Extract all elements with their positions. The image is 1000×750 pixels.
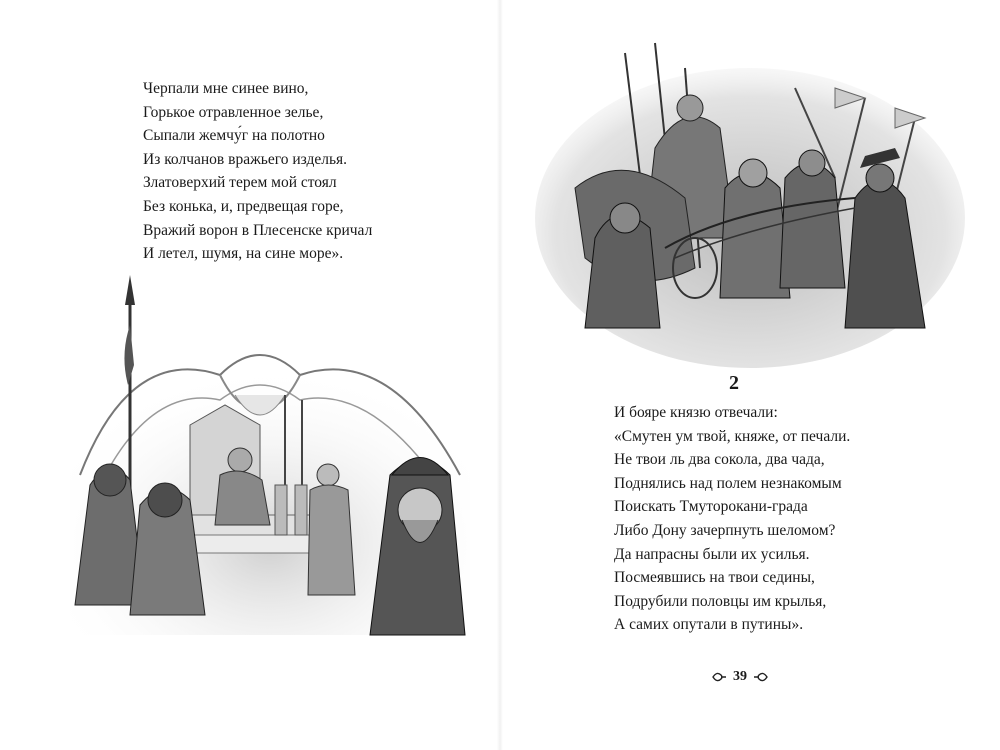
book-gutter [497,0,503,750]
poem-line: Не твои ль два сокола, два чада, [614,451,825,469]
poem-line: Без конька, и, предвещая горе, [143,197,344,215]
poem-line: И бояре князю отвечали: [614,404,778,421]
poem-line: Поискать Тмуторокани-града [614,498,808,516]
poem-line: И летел, шумя, на сине море». [143,245,344,263]
poem-line: Горькое отравленное зелье, [143,103,324,121]
illustration-battle [535,38,965,368]
poem-line: А самих опутали в путины». [614,616,804,634]
right-poem-stanza [614,401,850,637]
left-poem-stanza [143,77,372,266]
poem-line: Подрубили половцы им крылья, [614,592,827,610]
illustration-boyars-hall [70,275,470,640]
right-ornament-icon [753,670,769,684]
section-number: 2 [729,372,739,394]
page-number: 39 [733,669,747,684]
poem-line: Златоверхий терем мой стоял [143,174,337,192]
poem-line: Сыпали жемчу́г на полотно [143,127,325,145]
poem-line: «Смутен ум твой, княже, от печали. [614,427,851,445]
poem-line: Либо Дону зачерпнуть шеломом? [614,521,836,539]
page-folio [700,666,780,688]
poem-line: Вражий ворон в Плесенске кричал [143,221,373,239]
poem-line: Поднялись над полем незнакомым [614,474,842,492]
poem-line: Черпали мне синее вино, [143,80,309,97]
poem-line: Из колчанов вражьего изделья. [143,150,348,168]
left-ornament-icon [711,670,727,684]
poem-line: Да напрасны были их усилья. [614,545,810,563]
poem-line: Посмеявшись на твои седины, [614,569,815,587]
